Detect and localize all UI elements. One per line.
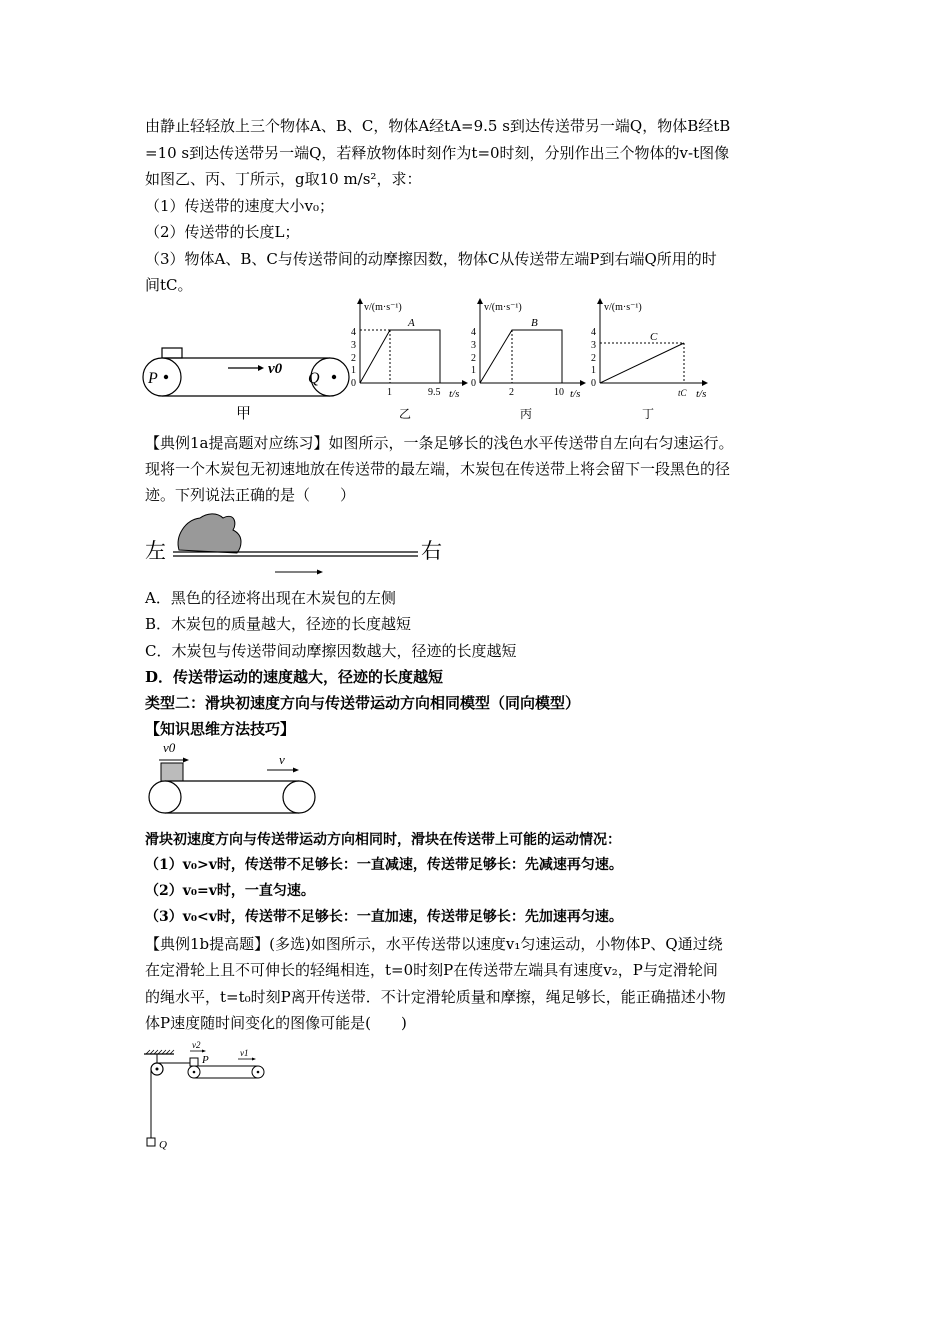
caption-jia: 甲 <box>236 406 252 422</box>
example-1b-line-4: 体P速度随时间变化的图像可能是( ) <box>145 1014 407 1032</box>
series-label-a: A <box>408 317 415 329</box>
svg-text:0: 0 <box>591 378 596 389</box>
caption-bing: 丙 <box>520 407 533 421</box>
figure-same-direction-belt <box>145 738 325 818</box>
option-b: B．木炭包的质量越大，径迹的长度越短 <box>145 615 412 633</box>
svg-text:4: 4 <box>351 327 356 338</box>
label-v2: v2 <box>192 1040 201 1050</box>
svg-text:9.5: 9.5 <box>428 387 441 398</box>
label-q: Q <box>308 370 320 387</box>
svg-text:t/s: t/s <box>570 388 581 400</box>
belt-diagram <box>143 348 349 422</box>
svg-text:3: 3 <box>351 340 356 351</box>
case-2: （2）v₀=v时，一直匀速。 <box>145 883 315 899</box>
caption-ding: 丁 <box>642 407 655 421</box>
svg-text:1: 1 <box>351 365 356 376</box>
slider-block <box>161 763 183 781</box>
example-1b-line-1: 【典例1b提高题】(多选)如图所示，水平传送带以速度v₁匀速运动，小物体P、Q通过绕 <box>145 935 723 953</box>
label-v1: v1 <box>240 1048 249 1058</box>
case-3: （3）v₀<v时，传送带不足够长：一直加速，传送带足够长：先加速再匀速。 <box>145 909 623 925</box>
intro-line-2: =10 s到达传送带另一端Q，若释放物体时刻作为t=0时刻，分别作出三个物体的v-t图像 <box>145 144 730 162</box>
example-1a-line-3: 迹。下列说法正确的是（ ） <box>145 486 356 504</box>
type2-heading: 类型二：滑块初速度方向与传送带运动方向相同模型（同向模型） <box>145 694 581 712</box>
block-q <box>147 1138 155 1146</box>
figure-pulley-system <box>140 1038 275 1156</box>
block-p <box>190 1058 198 1066</box>
option-c: C．木炭包与传送带间动摩擦因数越大，径迹的长度越短 <box>145 642 517 660</box>
example-1a-line-1: 【典例1a提高题对应练习】如图所示，一条足够长的浅色水平传送带自左向右匀速运行。 <box>145 434 734 452</box>
svg-text:0: 0 <box>351 378 356 389</box>
example-1b-line-3: 的绳水平，t=t₀时刻P离开传送带．不计定滑轮质量和摩擦，绳足够长，能正确描述小物 <box>145 988 726 1006</box>
svg-text:3: 3 <box>591 340 596 351</box>
intro-line-3: 如图乙、丙、丁所示，g取10 m/s²，求： <box>145 170 422 188</box>
svg-text:4: 4 <box>471 327 476 338</box>
caption-yi: 乙 <box>399 407 412 421</box>
method-heading: 【知识思维方法技巧】 <box>145 720 296 738</box>
label-left: 左 <box>145 539 166 563</box>
question-3-line-1: （3）物体A、B、C与传送带间的动摩擦因数，物体C从传送带左端P到右端Q所用的时 <box>145 250 717 268</box>
block <box>162 348 182 358</box>
svg-text:4: 4 <box>591 327 596 338</box>
label-v0: v0 <box>163 740 176 755</box>
example-1b-line-2: 在定滑轮上且不可伸长的轻绳相连，t=0时刻P在传送带左端具有速度v₂，P与定滑轮间 <box>145 961 718 979</box>
series-label-b: B <box>531 317 538 329</box>
svg-text:1: 1 <box>387 387 392 398</box>
svg-text:10: 10 <box>554 387 564 398</box>
case-1: （1）v₀>v时，传送带不足够长：一直减速，传送带足够长：先减速再匀速。 <box>145 857 623 873</box>
series-label-c: C <box>650 331 658 343</box>
figure-charcoal-belt <box>145 510 450 580</box>
figure-belt-and-vt-graphs <box>140 298 720 426</box>
question-2: （2）传送带的长度L； <box>145 223 300 241</box>
label-p: P <box>202 1054 209 1066</box>
type2-description: 滑块初速度方向与传送带运动方向相同时，滑块在传送带上可能的运动情况： <box>145 832 621 848</box>
label-v0: v0 <box>268 361 283 377</box>
svg-text:t/s: t/s <box>449 388 460 400</box>
charcoal-block <box>178 514 241 553</box>
svg-text:3: 3 <box>471 340 476 351</box>
example-1a-line-2: 现将一个木炭包无初速地放在传送带的最左端，木炭包在传送带上将会留下一段黑色的径 <box>145 460 731 478</box>
ylabel-yi: v/(m·s⁻¹) <box>364 302 402 313</box>
intro-line-1: 由静止轻轻放上三个物体A、B、C，物体A经tA=9.5 s到达传送带另一端Q，物体B经tB <box>145 117 731 135</box>
option-d: D．传送带运动的速度越大，径迹的长度越短 <box>145 668 444 686</box>
label-q: Q <box>159 1139 167 1151</box>
svg-text:2: 2 <box>471 353 476 364</box>
svg-text:2: 2 <box>591 353 596 364</box>
svg-text:1: 1 <box>591 365 596 376</box>
svg-text:2: 2 <box>351 353 356 364</box>
graph-ding <box>591 298 708 421</box>
question-3-line-2: 间tC。 <box>145 276 193 294</box>
graph-yi <box>351 298 468 421</box>
label-v: v <box>279 752 285 767</box>
label-p: P <box>148 370 158 387</box>
question-1: （1）传送带的速度大小v₀； <box>145 197 335 215</box>
svg-text:2: 2 <box>509 387 514 398</box>
svg-text:1: 1 <box>471 365 476 376</box>
ylabel-bing: v/(m·s⁻¹) <box>484 302 522 313</box>
svg-text:t/s: t/s <box>696 388 707 400</box>
svg-text:tC: tC <box>678 388 687 398</box>
svg-text:0: 0 <box>471 378 476 389</box>
ylabel-ding: v/(m·s⁻¹) <box>604 302 642 313</box>
graph-bing <box>471 298 586 421</box>
label-right: 右 <box>421 539 442 563</box>
option-a: A．黑色的径迹将出现在木炭包的左侧 <box>145 589 396 607</box>
